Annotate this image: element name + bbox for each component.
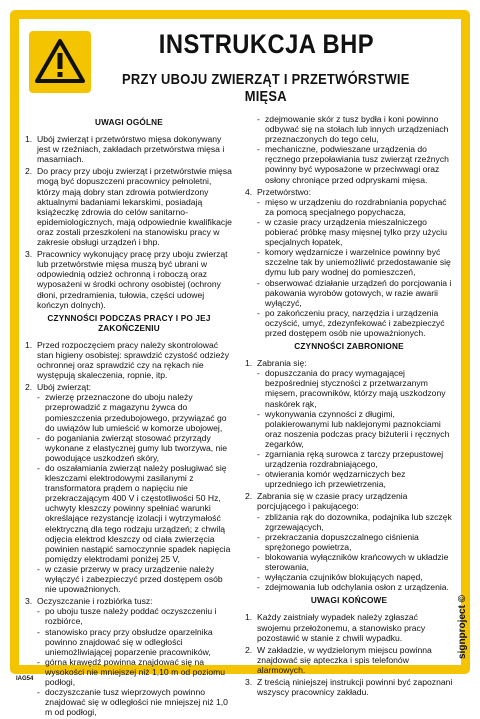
section-heading: UWAGI KOŃCOWE — [310, 596, 388, 606]
item-text: Do pracy przy uboju zwierząt i przetwórstwie mięsa mogą być dopuszczeni pracownicy pełnoletni, którzy mają dobry stan zdrowia potwierdzony aktualnymi badaniami lekarskimi, posiadają książeczkę zdrowia do celów sanitarno-epidemiologicznych, mają odpowiednie kwalifikacje oraz zostali przeszkoleni na stanowisku pracy w zakresie obsługi urządzeń i bhp. — [37, 166, 232, 248]
item-number: 1. — [245, 612, 253, 623]
item-number: 2. — [245, 491, 253, 502]
list-item — [245, 645, 453, 675]
list-item — [245, 677, 453, 697]
item-text: Przed rozpoczęciem pracy należy skontrolować stan higieny osobistej: sprawdzić czystość odzieży ochronnej oraz sprawdzić czy na rękach nie występują skaleczenia, ropnie, itp. — [37, 339, 230, 381]
item-number: 2. — [245, 644, 253, 655]
page-subtitle: PRZY UBOJU ZWIERZĄT I PRZETWÓRSTWIE MIĘSA — [122, 71, 410, 105]
header — [23, 23, 457, 105]
continued-list — [245, 114, 453, 185]
bullet-item: - w czasie pracy urządzenia mieszalniczego pobierać próbkę masy mięsnej tylko przy użyciu specjalnych łopatek, — [257, 217, 453, 247]
page-title: INSTRUKCJA BHP — [158, 29, 374, 59]
bullet-item: - otwierania komór wędzarniczych bez uprzedniego ich przewietrzenia, — [257, 469, 453, 489]
item-number: 4. — [245, 186, 253, 197]
sign-frame: INSTRUKCJA BHP PRZY UBOJU ZWIERZĄT I PRZETWÓRSTWIE MIĘSA UWAGI OGÓLNE 1. Ubój zwierząt i przetwórstwo mięsa dokonywany jest w rzeźniach, zakładach przetwórstwa mięsa i masarniach. 2. Do pracy przy uboju zwierząt i przetwórstwie mięsa mogą być dopuszczeni pracownicy pełnoletni, którzy mają dobry stan zdrowia potwierdzony aktualnymi badaniami lekarskimi, posiadają książeczkę zdrowia do celów sanitarno-epidemiologicznych, mają odpowiednie kwalifikacje oraz zostali przeszkoleni na stanowisku pracy w zakresie obsługi urządzeń i bhp. 3. Pracownicy wykonujący pracę przy uboju zwierząt lub przetwórstwie mięsa muszą być ubrani w odpowiednią odzież ochronną i roboczą oraz wyposażeni w środki ochrony osobistej (ochrony dłoni, przedramienia, tułowia, części udowej kończyn dolnych). CZYNNOŚCI PODCZAS PRACY I PO JEJ ZAKOŃCZENIU 1. Przed rozpoczęciem pracy należy skontrolować stan higieny osobistej: sprawdzić czystość odzieży ochronnej oraz sprawdzić czy na rękach nie występują skaleczenia, ropnie, itp. 2. Ubój zwierząt: - zwierzę przeznaczone do uboju należy przeprowadzić z magazynu żywca do pomieszczenia przedubojowego, przywiązać go do uwiązów lub umieścić w komorze ubojowej, - do poganiania zwierząt stosować przyrządy wykonane z elastycznej gumy lub tworzywa, nie powodujące uszkodzeń skóry, - do oszałamiania zwierząt należy posługiwać się kleszczami elektrodowymi zasilanymi z transformatora prądem o napięciu nie przekraczającym 400 V i częstotliwości 50 Hz, uchwyty kleszczy powinny spełniać warunki określające rezystancję izolacji i wytrzymałość elektryczną dla tego rodzaju urządzeń; z chwilą odjęcia elektrod kleszczy od ciała zwierzęcia powinien nastąpić samoczynnie spadek napięcia pomiędzy elektrodami poniżej 25 V, - w czasie przerwy w pracy urządzenie należy wyłączyć i zabezpieczyć przed dostępem osób nie upoważnionych. 3. Oczyszczanie i rozbiórka tusz: - po uboju tusze należy poddać oczyszczeniu i rozbiórce, - stanowisko pracy przy obsłudze oparzelnika powinno znajdować się w odległości uniemożliwiającej poparzenie pracowników, - górna krawędź powinna znajdować się na wysokości nie mniejszej niż 1,10 m od poziomu podłogi, - doczyszczanie tusz wieprzowych powinno znajdować się w odległości nie mniejszej niż 1,0 m od podłogi, - zdejmowanie skór z tusz bydła i koni powinno odbywać się na stołach lub innych urządzeniach przeznaczonych do tego celu, - mechaniczne, podwieszane urządzenia do ręcznego przepoławiania tusz zwierząt rzeźnych powinny być wyposażone w przeciwwagi oraz osłony chroniące przed odpryskami mięsa. 4. Przetwórstwo: - mięso w urządzeniu do rozdrabniania popychać za pomocą specjalnego popychacza, - w czasie pracy urządzenia mieszalniczego pobierać próbkę masy mięsnej tylko przy użyciu specjalnych łopatek, - komory wędzarnicze i warzelnice powinny być szczelne tak by uniemożliwić przedostawanie się dymu lub pary wodnej do pomieszczeń, - obserwować działanie urządzeń do porcjowania i pakowania wyrobów gotowych, w razie awarii wyłączyć, - po zakończeniu pracy, narzędzia i urządzenia oczyścić, umyć, zdezynfekować i zabezpieczyć przed dostępem osób nie upoważnionych. CZYNNOŚCI ZABRONIONE 1. Zabrania się: - dopuszczania do pracy wymagającej bezpośredniej styczności z przetwarzanym mięsem, pracowników, którzy mają uszkodzony naskórek rąk, - wykonywania czynności z długimi, polakierowanymi lub naklejonymi paznokciami oraz noszenia podczas pracy biżuterii i ręcznych zegarków, - zgarniania ręką surowca z tarczy przepustowej urządzenia rozdrabniającego, - otwierania komór wędzarniczych bez uprzedniego ich przewietrzenia, 2. Zabrania się w czasie pracy urządzenia porcjującego i pakującego: - zbliżania rąk do dozownika, podajnika lub szczęk zgrzewających, - przekraczania dopuszczalnego ciśnienia sprężonego powietrza, - blokowania wyłączników krańcowych w układzie sterowania, - wyłączania czujników blokujących napęd, - zdejmowania lub odchylania osłon z urządzenia. UWAGI KOŃCOWE 1. Każdy zaistniały wypadek należy zgłaszać swojemu przełożonemu, a stanowisko pracy pozostawić w stanie z chwili wypadku. 2. W zakładzie, w wydzielonym miejscu powinna znajdować się apteczka i spis telefonów alarmowych. 3. Z treścią niniejszej instrukcji powinni być zapoznani wszyscy pracownicy zakładu. signproject © — [10, 10, 470, 674]
item-text: W zakładzie, w wydzielonym miejscu powinna znajdować się apteczka i spis telefonów alarmowych. — [257, 644, 432, 675]
list-item — [25, 596, 233, 717]
item-text: Zabrania się: — [257, 358, 307, 369]
item-text: Ubój zwierząt: — [37, 382, 91, 393]
bullet-item: - komory wędzarnicze i warzelnice powinny być szczelne tak by uniemożliwić przedostawanie się dymu lub pary wodnej do pomieszczeń, — [257, 247, 453, 277]
bullet-item: - zbliżania rąk do dozownika, podajnika lub szczęk zgrzewających, — [257, 512, 453, 532]
item-text: Przetwórstwo: — [257, 186, 311, 197]
bullet-item: - doczyszczanie tusz wieprzowych powinno znajdować się w odległości nie mniejszej niż 1,0 m od podłogi, — [37, 687, 233, 717]
section-heading: CZYNNOŚCI ZABRONIONE — [294, 342, 404, 352]
bullet-item: - zdejmowanie skór z tusz bydła i koni powinno odbywać się na stołach lub innych urządzeniach przeznaczonych do tego celu, — [257, 114, 453, 144]
product-code: IAG54 — [16, 676, 34, 682]
list-item — [245, 612, 453, 642]
item-number: 1. — [25, 134, 33, 145]
item-text: Pracownicy wykonujący pracę przy uboju zwierząt lub przetwórstwie mięsa muszą być ubrani w odpowiednią odzież ochronną i roboczą oraz wyposażeni w środki ochrony osobistej (ochrony dłoni, przedramienia, tułowia, części udowej kończyn dolnych). — [37, 249, 228, 310]
list-item — [25, 134, 233, 164]
item-number: 3. — [25, 596, 33, 607]
bullet-item: - mięso w urządzeniu do rozdrabniania popychać za pomocą specjalnego popychacza, — [257, 197, 453, 217]
bullet-item: - do poganiania zwierząt stosować przyrządy wykonane z elastycznej gumy lub tworzywa, nie powodujące uszkodzeń skóry, — [37, 433, 233, 463]
bullet-item: - blokowania wyłączników krańcowych w układzie sterowania, — [257, 552, 453, 572]
bullet-item: - zwierzę przeznaczone do uboju należy przeprowadzić z magazynu żywca do pomieszczenia przedubojowego, przywiązać go do uwiązów lub umieścić w komorze ubojowej, — [37, 392, 233, 432]
item-text: Ubój zwierząt i przetwórstwo mięsa dokonywany jest w rzeźniach, zakładach przetwórstwa mięsa i masarniach. — [37, 134, 225, 165]
list-item — [245, 358, 453, 489]
right-column — [245, 114, 453, 699]
item-number: 3. — [25, 249, 33, 260]
item-number: 2. — [25, 382, 33, 393]
bullet-item: - przekraczania dopuszczalnego ciśnienia sprężonego powietrza, — [257, 532, 453, 552]
item-text: Z treścią niniejszej instrukcji powinni być zapoznani wszyscy pracownicy zakładu. — [257, 676, 453, 698]
bullet-item: - obserwować działanie urządzeń do porcjowania i pakowania wyrobów gotowych, w razie awarii wyłączyć, — [257, 278, 453, 308]
section-heading: UWAGI OGÓLNE — [95, 118, 163, 127]
item-number: 3. — [245, 676, 253, 687]
item-number: 1. — [245, 358, 253, 369]
numbered-list — [25, 340, 233, 717]
numbered-list — [245, 612, 453, 697]
bullet-item: - po uboju tusze należy poddać oczyszczeniu i rozbiórce, — [37, 606, 233, 626]
bullet-item: - wykonywania czynności z długimi, polakierowanymi lub naklejonymi paznokciami oraz noszenia podczas pracy biżuterii i ręcznych zegarków, — [257, 409, 453, 449]
bullet-item: - po zakończeniu pracy, narzędzia i urządzenia oczyścić, umyć, zdezynfekować i zabezpieczyć przed dostępem osób nie upoważnionych. — [257, 308, 453, 338]
item-number: 1. — [25, 339, 33, 350]
list-item — [25, 340, 233, 380]
item-text: Zabrania się w czasie pracy urządzenia porcjującego i pakującego: — [257, 491, 408, 512]
list-item — [25, 166, 233, 247]
item-number: 2. — [25, 166, 33, 177]
section-heading: CZYNNOŚCI PODCZAS PRACY I PO JEJ ZAKOŃCZENIU — [47, 313, 211, 333]
list-item — [245, 491, 453, 592]
bullet-item: - górna krawędź powinna znajdować się na wysokości nie mniejszej niż 1,10 m od poziomu podłogi, — [37, 657, 233, 687]
item-text: Każdy zaistniały wypadek należy zgłaszać swojemu przełożonemu, a stanowisko pracy pozostawić w stanie z chwili wypadku. — [257, 612, 426, 643]
bullet-item: - zdejmowania lub odchylania osłon z urządzenia. — [257, 582, 453, 592]
numbered-list — [245, 358, 453, 592]
list-item — [25, 249, 233, 310]
bullet-item: - zgarniania ręką surowca z tarczy przepustowej urządzenia rozdrabniającego, — [257, 449, 453, 469]
bullet-item: - do oszałamiania zwierząt należy posługiwać się kleszczami elektrodowymi zasilanymi z transformatora prądem o napięciu nie przekraczającym 400 V i częstotliwości 50 Hz, uchwyty kleszczy powinny spełniać warunki określające rezystancję izolacji i wytrzymałość elektryczną dla tego rodzaju urządzeń; z chwilą odjęcia elektrod kleszczy od ciała zwierzęcia powinien nastąpić samoczynnie spadek napięcia pomiędzy elektrodami poniżej 25 V, — [37, 463, 233, 564]
bullet-item: - w czasie przerwy w pracy urządzenie należy wyłączyć i zabezpieczyć przed dostępem osób nie upoważnionych. — [37, 564, 233, 594]
bullet-item: - mechaniczne, podwieszane urządzenia do ręcznego przepoławiania tusz zwierząt rzeźnych powinny być wyposażone w przeciwwagi oraz osłony chroniące przed odpryskami mięsa. — [257, 144, 453, 184]
left-column — [25, 114, 233, 719]
item-text: Oczyszczanie i rozbiórka tusz: — [37, 596, 153, 607]
numbered-list — [25, 134, 233, 310]
list-item — [245, 187, 453, 338]
bullet-item: - dopuszczania do pracy wymagającej bezpośredniej styczności z przetwarzanym mięsem, pracowników, którzy mają uszkodzony naskórek rąk, — [257, 368, 453, 408]
bullet-item: - wyłączania czujników blokujących napęd, — [257, 572, 453, 582]
list-item — [25, 382, 233, 594]
bullet-item: - stanowisko pracy przy obsłudze oparzelnika powinno znajdować się w odległości uniemożliwiającej poparzenie pracowników, — [37, 627, 233, 657]
